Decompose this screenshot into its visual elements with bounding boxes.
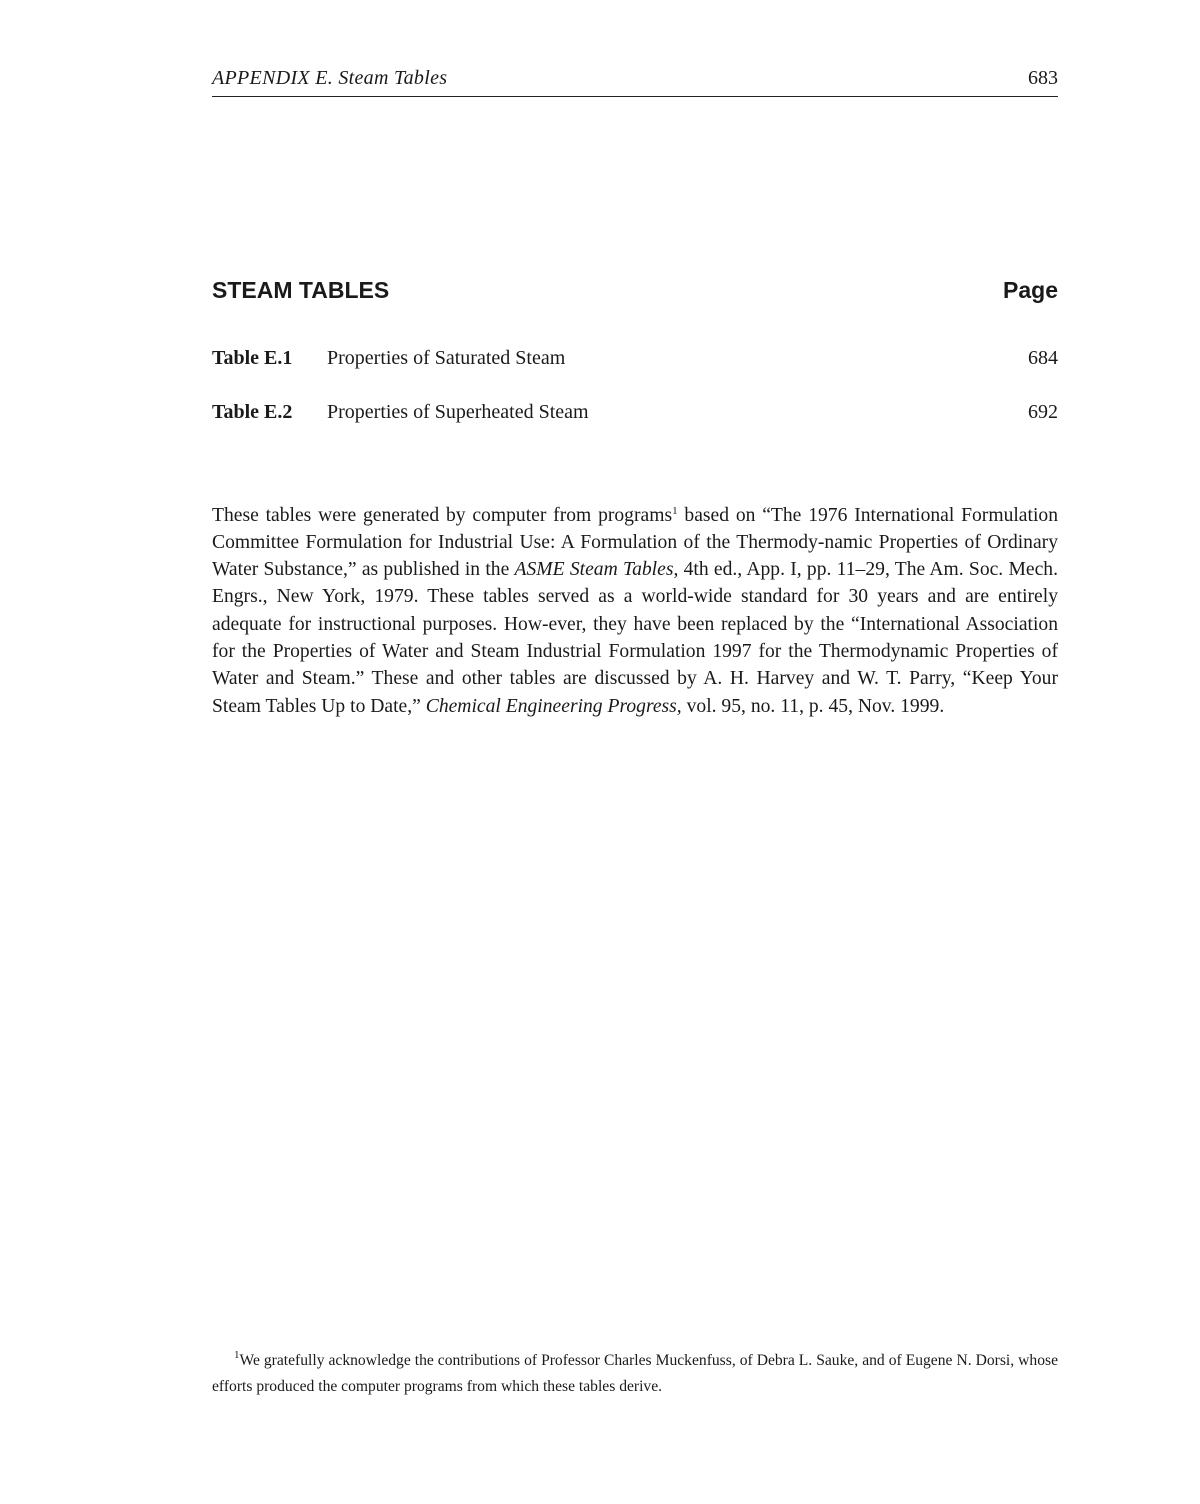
running-head-title: APPENDIX E. Steam Tables — [212, 67, 448, 89]
body-text-part: vol. 95, no. 11, p. 45, Nov. 1999. — [681, 695, 945, 717]
document-page — [212, 0, 1058, 1504]
toc-entry-title: Properties of Saturated Steam — [327, 347, 566, 369]
toc-entry-id: Table E.1 — [212, 347, 293, 369]
section-title: STEAM TABLES — [212, 277, 390, 303]
toc-entry-page: 692 — [1028, 401, 1058, 423]
cited-work-title: ASME Steam Tables — [514, 559, 674, 581]
running-head — [212, 64, 1058, 97]
toc-entry-page: 684 — [1028, 347, 1058, 369]
toc-page-column-label: Page — [1003, 277, 1058, 303]
cited-journal-title: Chemical Engineering Progress, — [425, 695, 682, 717]
body-text-part: based on “The 1976 International Formulation Committee Formulation for Industrial Use: A Formulation of the Thermody-namic Properties of Ordinary Water Substance,” as published in the — [212, 504, 1058, 581]
footnote-reference: 1 — [672, 504, 678, 517]
body-paragraph — [212, 502, 1058, 720]
toc-heading — [212, 277, 1058, 304]
footnote-text: We gratefully acknowledge the contributions of Professor Charles Muckenfuss, of Debra L. Sauke, and of Eugene N. Dorsi, whose efforts produced the computer programs from which these tables derive. — [212, 1351, 1058, 1395]
page-number: 683 — [1028, 67, 1058, 89]
footnote-mark: 1 — [234, 1348, 240, 1361]
footnote — [212, 1348, 1058, 1400]
toc-entry-id: Table E.2 — [212, 401, 293, 423]
body-text-part: These tables were generated by computer from programs — [212, 504, 673, 526]
body-text-part: , 4th ed., App. I, pp. 11–29, The Am. Soc. Mech. Engrs., New York, 1979. These tables served as a world-wide standard for 30 years and are entirely adequate for instructional purposes. How-ever, they have been replaced by the “International Association for the Properties of Water and Steam Industrial Formulation 1997 for the Thermodynamic Properties of Water and Steam.” These and other tables are discussed by A. H. Harvey and W. T. Parry, “Keep Your Steam Tables Up to Date,” — [212, 559, 1058, 717]
toc-entry-title: Properties of Superheated Steam — [327, 401, 589, 423]
